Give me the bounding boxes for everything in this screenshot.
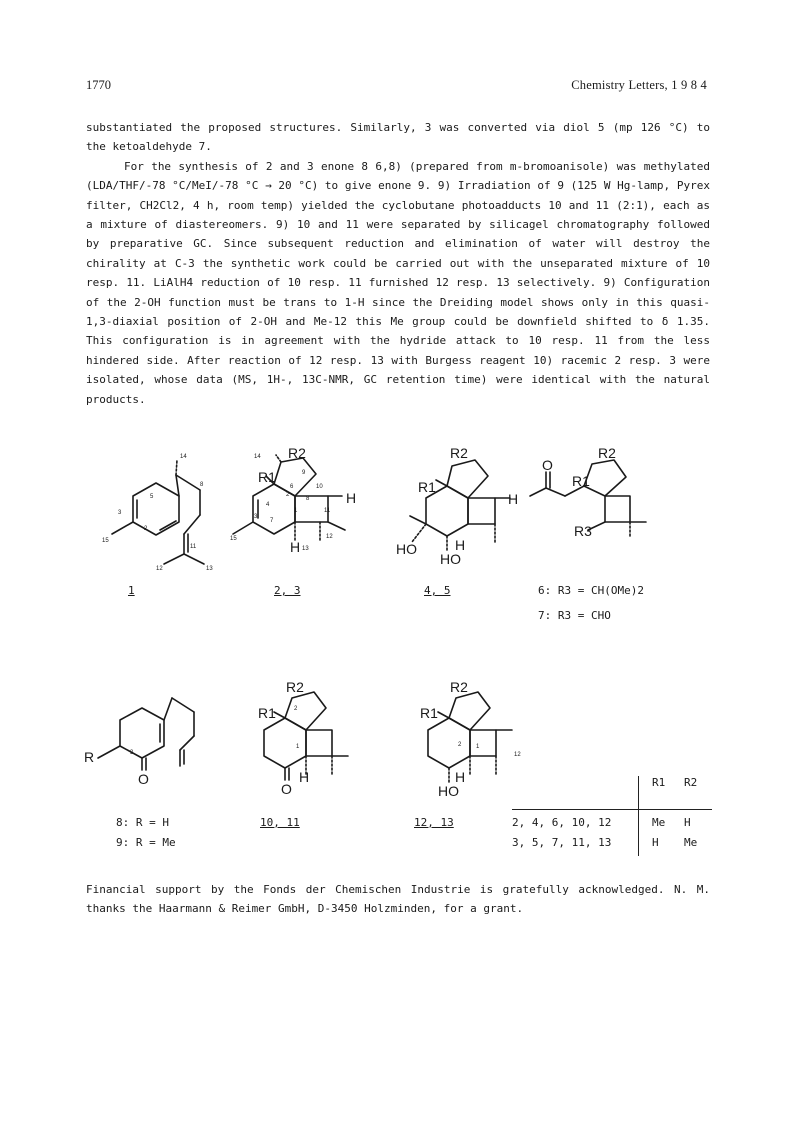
caption-9: 9: R = Me: [116, 836, 176, 849]
caption-12-13: 12, 13: [414, 816, 454, 829]
atom-label-h-b: H: [508, 491, 519, 507]
table-row: [512, 836, 712, 856]
atom-number-12: 12: [156, 566, 163, 572]
atom-number-3: 3: [118, 510, 122, 516]
atom-label-r3: R3: [574, 523, 592, 539]
atom-label-r2: R2: [288, 445, 306, 461]
atom-number-12-b: 12: [326, 534, 333, 540]
table-cell-r2: H: [684, 816, 691, 829]
atom-label-h-2: H: [290, 539, 301, 555]
atom-label-h-d: H: [299, 769, 310, 785]
structure-8-9: [98, 698, 194, 770]
body-text: [86, 118, 710, 409]
table-cell-r1: H: [652, 836, 659, 849]
atom-number-2: 2: [144, 526, 148, 532]
atom-label-r1-e: R1: [420, 705, 438, 721]
atom-number-6: 6: [290, 484, 294, 490]
atom-number-3-b: 3: [254, 514, 258, 520]
atom-number-1-b: 1: [296, 744, 300, 750]
page-number: 1770: [86, 78, 111, 92]
atom-number-8: 8: [200, 482, 204, 488]
table-header-r2: R2: [684, 776, 698, 789]
structure-2-3: [233, 455, 345, 542]
acknowledgement-text: Financial support by the Fonds der Chemischen Industrie is gratefully acknowledged. N. M. thanks the Haarmann & Reimer GmbH, D-3450 Holzminden, for a grant.: [86, 883, 710, 916]
atom-number-2-d: 2: [458, 742, 462, 748]
atom-number-4: 4: [266, 502, 270, 508]
atom-number-1: 1: [294, 508, 298, 514]
table-row: [512, 816, 712, 836]
atom-number-13-b: 13: [302, 546, 309, 552]
atom-number-7: 7: [270, 518, 274, 524]
r-substituent-table: [512, 776, 712, 856]
atom-label-r1-d: R1: [258, 705, 276, 721]
caption-1: 1: [128, 584, 135, 597]
caption-7: 7: R3 = CHO: [538, 609, 611, 622]
caption-10-11: 10, 11: [260, 816, 300, 829]
atom-label-r1-c: R1: [572, 473, 590, 489]
table-header-row: [512, 776, 712, 796]
atom-label-r2-c: R2: [598, 445, 616, 461]
journal-header: Chemistry Letters, 1 9 8 4: [571, 78, 707, 92]
atom-number-2-b: 2: [286, 492, 290, 498]
caption-8: 8: R = H: [116, 816, 169, 829]
atom-label-ho-3: HO: [438, 783, 459, 799]
atom-label-o-2: O: [138, 771, 149, 787]
atom-label-r1: R1: [258, 469, 276, 485]
atom-number-9: 9: [302, 470, 306, 476]
atom-label-o: O: [542, 457, 553, 473]
atom-label-ho-2: HO: [440, 551, 461, 567]
table-horizontal-rule: [512, 809, 712, 810]
atom-number-11: 11: [190, 544, 197, 550]
table-cell-compounds: 2, 4, 6, 10, 12: [512, 816, 612, 829]
acknowledgement: [86, 880, 710, 919]
atom-label-r2-d: R2: [286, 679, 304, 695]
paragraph-1: substantiated the proposed structures. Similarly, 3 was converted via diol 5 (mp 126 °C) to the ketoaldehyde 7.: [86, 121, 710, 154]
atom-label-o-3: O: [281, 781, 292, 797]
atom-label-h-e: H: [455, 769, 466, 785]
structure-10-11: [264, 692, 348, 780]
structure-12-13: [428, 692, 512, 782]
atom-number-10: 10: [316, 484, 323, 490]
caption-4-5: 4, 5: [424, 584, 451, 597]
atom-number-14: 14: [180, 454, 187, 460]
atom-number-3-c: 3: [130, 750, 134, 756]
table-vertical-rule: [638, 776, 639, 856]
table-cell-compounds: 3, 5, 7, 11, 13: [512, 836, 612, 849]
caption-6: 6: R3 = CH(OMe)2: [538, 584, 644, 597]
atom-label-r2-b: R2: [450, 445, 468, 461]
atom-label-h-c: H: [455, 537, 466, 553]
atom-number-1-c: 1: [476, 744, 480, 750]
atom-number-11-b: 11: [324, 508, 331, 514]
atom-number-2-c: 2: [294, 706, 298, 712]
atom-label-r2-e: R2: [450, 679, 468, 695]
table-cell-r1: Me: [652, 816, 666, 829]
caption-2-3: 2, 3: [274, 584, 301, 597]
table-header-r1: R1: [652, 776, 666, 789]
atom-label-ho: HO: [396, 541, 417, 557]
table-cell-r2: Me: [684, 836, 698, 849]
atom-number-12-c: 12: [514, 752, 521, 758]
atom-number-14-b: 14: [254, 454, 261, 460]
atom-number-15-b: 15: [230, 536, 237, 542]
atom-label-h: H: [346, 490, 357, 506]
atom-number-8-b: 8: [306, 496, 310, 502]
atom-label-r: R: [84, 749, 95, 765]
atom-label-r1-b: R1: [418, 479, 436, 495]
atom-number-13: 13: [206, 566, 213, 572]
atom-number-5: 5: [150, 494, 154, 500]
paragraph-2: For the synthesis of 2 and 3 enone 8 6,8) (prepared from m-bromoanisole) was methylated (LDA/THF/-78 °C/MeI/-78 °C → 20 °C) to give enone 9. 9) Irradiation of 9 (125 W Hg-lamp, Pyrex filter, CH2Cl2, 4 h, room temp) yielded the cyclobutane photoadducts 10 and 11 (2:1), each as a mixture of diastereomers. 9) 10 and 11 were separated by silicagel chromatography followed by preparative GC. Since subsequent reduction and elimination of water will destroy the chirality at C-3 the synthetic work could be carried out with the unseparated mixture of 10 resp. 11. LiAlH4 reduction of 10 resp. 11 furnished 12 resp. 13 selectively. 9) Configuration of the 2-OH function must be trans to 1-H since the Dreiding model shows only in this quasi-1,3-diaxial position of 2-OH and Me-12 this Me group could be downfield shifted to δ 1.35. This configuration is in agreement with the hydride attack to 10 resp. 11 from the less hindered side. After reaction of 12 resp. 13 with Burgess reagent 10) racemic 2 resp. 3 were isolated, whose data (MS, 1H-, 13C-NMR, GC retention time) were identical with the natural products.: [86, 159, 710, 406]
atom-number-15: 15: [102, 538, 109, 544]
